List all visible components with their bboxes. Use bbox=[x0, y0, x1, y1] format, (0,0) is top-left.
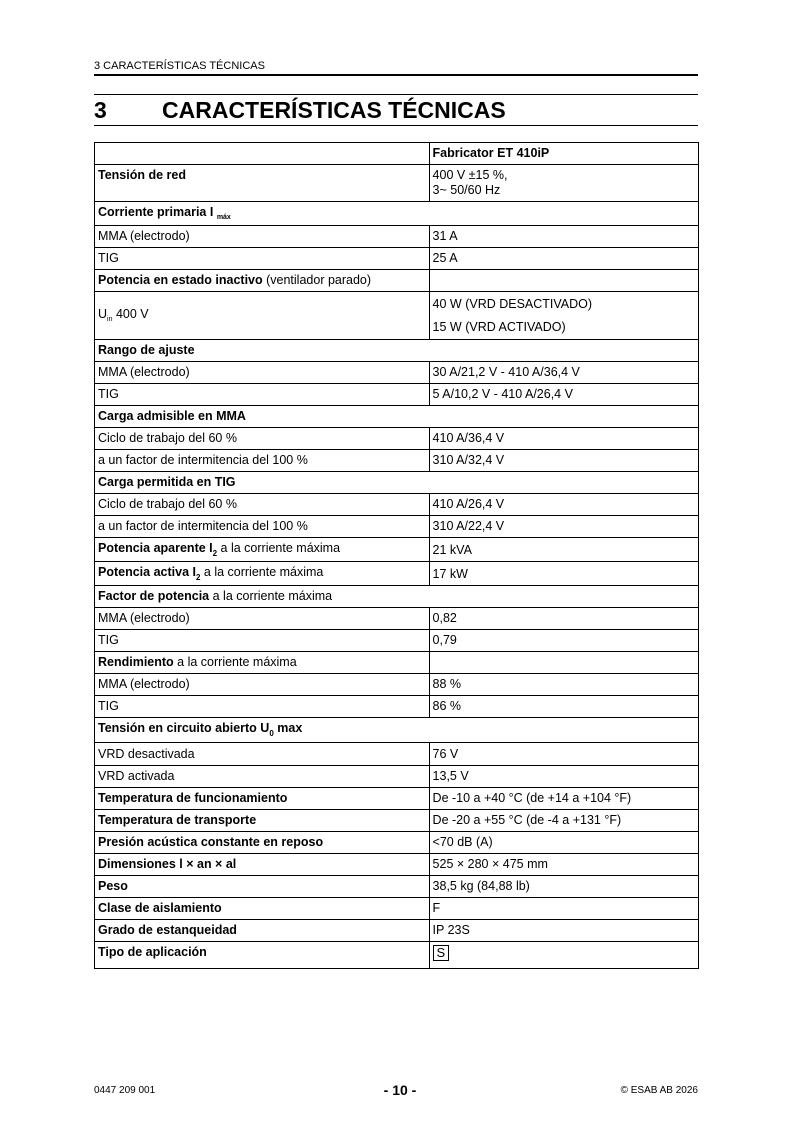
label-text: Corriente primaria I bbox=[98, 205, 214, 219]
table-cell: 88 % bbox=[429, 674, 698, 696]
table-row bbox=[95, 832, 699, 854]
copyright: © ESAB AB 2026 bbox=[620, 1085, 698, 1096]
table-cell bbox=[95, 562, 430, 586]
table-cell bbox=[429, 942, 698, 969]
table-row bbox=[95, 202, 699, 226]
table-cell: TIG bbox=[95, 384, 430, 406]
table-row bbox=[95, 766, 699, 788]
table-row bbox=[95, 876, 699, 898]
table-row bbox=[95, 788, 699, 810]
table-cell: De -20 a +55 °C (de -4 a +131 °F) bbox=[429, 810, 698, 832]
table-row bbox=[95, 165, 699, 202]
table-cell: 86 % bbox=[429, 696, 698, 718]
chapter-heading bbox=[94, 94, 698, 126]
table-cell: IP 23S bbox=[429, 920, 698, 942]
table-cell: 13,5 V bbox=[429, 766, 698, 788]
table-row bbox=[95, 292, 699, 340]
table-row bbox=[95, 226, 699, 248]
table-cell: Ciclo de trabajo del 60 % bbox=[95, 428, 430, 450]
subscript: in bbox=[107, 316, 113, 323]
label-text: a la corriente máxima bbox=[200, 565, 324, 579]
table-cell: TIG bbox=[95, 630, 430, 652]
table-cell: F bbox=[429, 898, 698, 920]
section-header: Rango de ajuste bbox=[95, 340, 699, 362]
table-row bbox=[95, 652, 699, 674]
table-row bbox=[95, 538, 699, 562]
label-text: Factor de potencia bbox=[98, 589, 210, 603]
table-cell: Ciclo de trabajo del 60 % bbox=[95, 494, 430, 516]
table-cell bbox=[429, 292, 698, 340]
label-text: Potencia en estado inactivo bbox=[98, 273, 263, 287]
section-header bbox=[95, 718, 699, 743]
table-row bbox=[95, 516, 699, 538]
label-text: Rendimiento bbox=[98, 655, 174, 669]
table-cell: 410 A/36,4 V bbox=[429, 428, 698, 450]
table-row bbox=[95, 718, 699, 743]
table-cell: 0,79 bbox=[429, 630, 698, 652]
subscript: 2 bbox=[195, 573, 201, 582]
table-cell: 30 A/21,2 V - 410 A/36,4 V bbox=[429, 362, 698, 384]
table-cell: Temperatura de funcionamiento bbox=[95, 788, 430, 810]
table-cell: 31 A bbox=[429, 226, 698, 248]
table-row bbox=[95, 586, 699, 608]
subscript: 2 bbox=[212, 549, 218, 558]
table-cell: Clase de aislamiento bbox=[95, 898, 430, 920]
table-row bbox=[95, 810, 699, 832]
chapter-title: CARACTERÍSTICAS TÉCNICAS bbox=[162, 97, 506, 123]
label-text: Tensión en circuito abierto U bbox=[98, 721, 270, 735]
table-row bbox=[95, 608, 699, 630]
table-row bbox=[95, 674, 699, 696]
table-cell: Temperatura de transporte bbox=[95, 810, 430, 832]
section-header: Carga permitida en TIG bbox=[95, 472, 699, 494]
table-cell: Grado de estanqueidad bbox=[95, 920, 430, 942]
table-row bbox=[95, 450, 699, 472]
table-cell: Presión acústica constante en reposo bbox=[95, 832, 430, 854]
subscript: máx bbox=[216, 214, 231, 221]
table-cell: 5 A/10,2 V - 410 A/26,4 V bbox=[429, 384, 698, 406]
table-cell: Dimensiones l × an × al bbox=[95, 854, 430, 876]
cell-line: 40 W (VRD DESACTIVADO) bbox=[432, 297, 593, 311]
subscript: 0 bbox=[269, 729, 274, 738]
section-header: Carga admisible en MMA bbox=[95, 406, 699, 428]
model-header: Fabricator ET 410iP bbox=[429, 143, 698, 165]
table-row bbox=[95, 494, 699, 516]
table-cell: 21 kVA bbox=[429, 538, 698, 562]
table-cell bbox=[95, 652, 430, 674]
table-cell: VRD activada bbox=[95, 766, 430, 788]
table-cell bbox=[95, 270, 430, 292]
table-cell: 410 A/26,4 V bbox=[429, 494, 698, 516]
label-text: 400 V bbox=[112, 307, 149, 321]
table-row bbox=[95, 854, 699, 876]
cell-line: 15 W (VRD ACTIVADO) bbox=[432, 320, 566, 334]
table-row bbox=[95, 406, 699, 428]
table-cell: MMA (electrodo) bbox=[95, 674, 430, 696]
cell-line: 400 V ±15 %, bbox=[432, 168, 508, 182]
table-cell: <70 dB (A) bbox=[429, 832, 698, 854]
table-cell: TIG bbox=[95, 696, 430, 718]
table-cell: TIG bbox=[95, 248, 430, 270]
table-cell: VRD desactivada bbox=[95, 743, 430, 766]
table-cell: a un factor de intermitencia del 100 % bbox=[95, 516, 430, 538]
table-cell: a un factor de intermitencia del 100 % bbox=[95, 450, 430, 472]
page-number: - 10 - bbox=[383, 1082, 417, 1098]
document-number: 0447 209 001 bbox=[94, 1085, 156, 1096]
table-cell: 310 A/22,4 V bbox=[429, 516, 698, 538]
table-cell: 17 kW bbox=[429, 562, 698, 586]
table-cell: MMA (electrodo) bbox=[95, 608, 430, 630]
table-cell: 38,5 kg (84,88 lb) bbox=[429, 876, 698, 898]
table-cell: De -10 a +40 °C (de +14 a +104 °F) bbox=[429, 788, 698, 810]
label-text: a la corriente máxima bbox=[173, 655, 297, 669]
label-text: a la corriente máxima bbox=[217, 541, 341, 555]
table-cell: 310 A/32,4 V bbox=[429, 450, 698, 472]
table-cell bbox=[95, 143, 430, 165]
application-type-symbol: S bbox=[433, 945, 450, 961]
table-row bbox=[95, 942, 699, 969]
table-cell: MMA (electrodo) bbox=[95, 362, 430, 384]
table-cell: MMA (electrodo) bbox=[95, 226, 430, 248]
table-cell: Tensión de red bbox=[95, 165, 430, 202]
table-row bbox=[95, 270, 699, 292]
section-header bbox=[95, 586, 699, 608]
table-cell: Peso bbox=[95, 876, 430, 898]
label-text: max bbox=[273, 721, 303, 735]
table-row bbox=[95, 143, 699, 165]
table-row bbox=[95, 472, 699, 494]
table-row bbox=[95, 696, 699, 718]
label-text: (ventilador parado) bbox=[262, 273, 372, 287]
table-cell bbox=[429, 165, 698, 202]
cell-line: 3~ 50/60 Hz bbox=[432, 183, 501, 197]
table-cell: 25 A bbox=[429, 248, 698, 270]
table-cell: Tipo de aplicación bbox=[95, 942, 430, 969]
label-text: a la corriente máxima bbox=[209, 589, 333, 603]
table-row bbox=[95, 898, 699, 920]
table-cell bbox=[95, 292, 430, 340]
table-row bbox=[95, 340, 699, 362]
table-row bbox=[95, 630, 699, 652]
table-row bbox=[95, 562, 699, 586]
running-header: 3 CARACTERÍSTICAS TÉCNICAS bbox=[94, 59, 698, 76]
table-row bbox=[95, 428, 699, 450]
table-cell bbox=[429, 652, 698, 674]
chapter-number: 3 bbox=[94, 97, 107, 123]
table-row bbox=[95, 920, 699, 942]
table-row bbox=[95, 384, 699, 406]
table-cell: 76 V bbox=[429, 743, 698, 766]
specifications-table bbox=[94, 142, 699, 969]
table-row bbox=[95, 248, 699, 270]
section-header bbox=[95, 202, 699, 226]
label-text: Potencia activa I bbox=[98, 565, 196, 579]
table-cell: 0,82 bbox=[429, 608, 698, 630]
table-cell: 525 × 280 × 475 mm bbox=[429, 854, 698, 876]
table-row bbox=[95, 743, 699, 766]
label-text: Potencia aparente I bbox=[98, 541, 213, 555]
table-row bbox=[95, 362, 699, 384]
table-cell bbox=[429, 270, 698, 292]
label-text: U bbox=[98, 307, 108, 321]
table-cell bbox=[95, 538, 430, 562]
